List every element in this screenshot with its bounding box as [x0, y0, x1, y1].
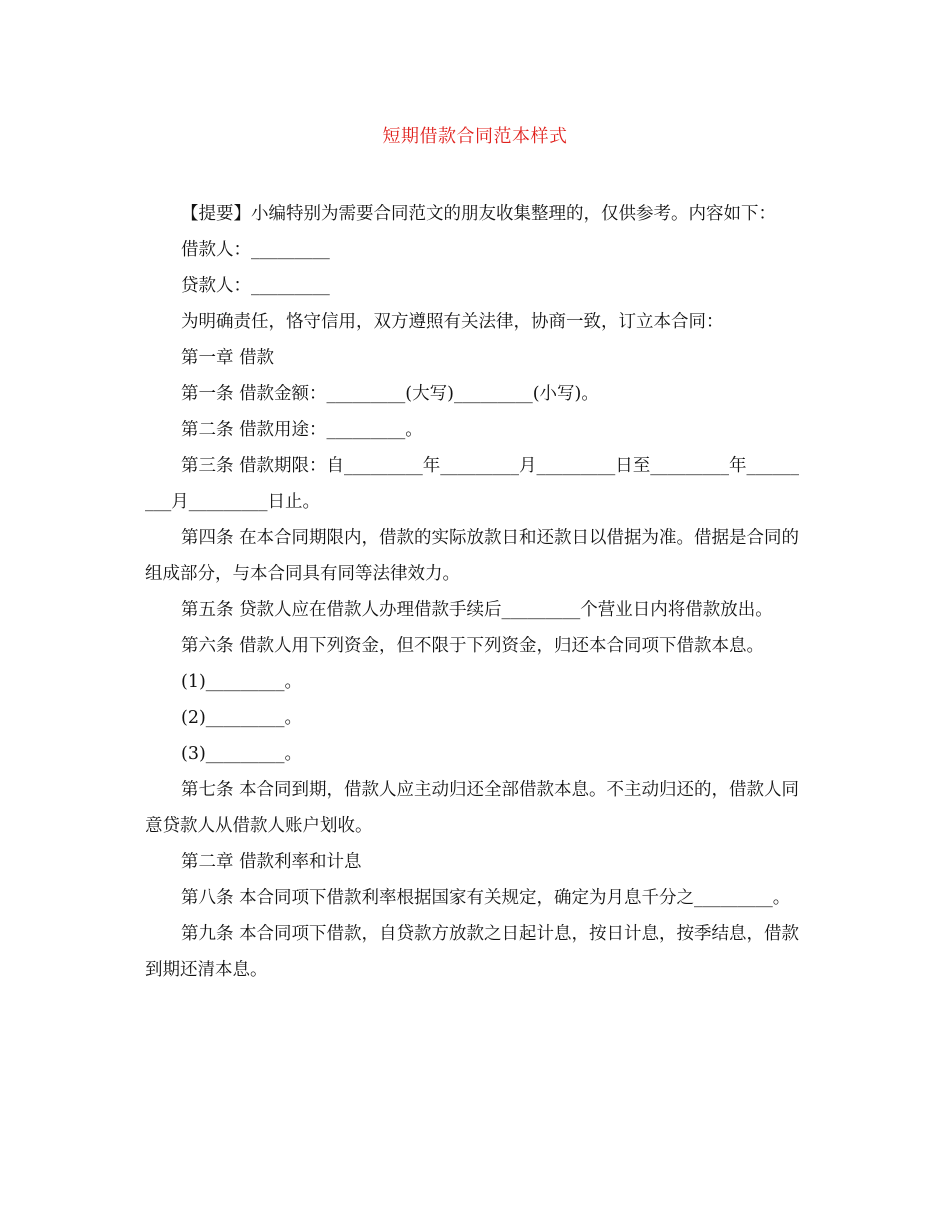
article-4: 第四条 在本合同期限内，借款的实际放款日和还款日以借据为准。借据是合同的组成部分，与本合同具有同等法律效力。 — [145, 528, 800, 584]
chapter-heading-2: 第二章 借款利率和计息 — [181, 852, 362, 872]
preamble-paragraph: 为明确责任，恪守信用，双方遵照有关法律，协商一致，订立本合同： — [181, 312, 724, 332]
lender-line: 贷款人：_________ — [181, 276, 330, 296]
list-item-3: (3)_________。 — [181, 744, 303, 764]
borrower-line: 借款人：_________ — [181, 240, 330, 260]
article-9: 第九条 本合同项下借款，自贷款方放款之日起计息，按日计息，按季结息，借款到期还清本息。 — [145, 924, 800, 980]
article-3: 第三条 借款期限：自_________年_________月_________日至_________年_________月_________日止。 — [145, 456, 800, 512]
article-6: 第六条 借款人用下列资金，但不限于下列资金，归还本合同项下借款本息。 — [181, 636, 765, 656]
article-7: 第七条 本合同到期，借款人应主动归还全部借款本息。不主动归还的，借款人同意贷款人从借款人账户划收。 — [145, 780, 800, 836]
article-2: 第二条 借款用途：_________。 — [181, 420, 423, 440]
list-item-1: (1)_________。 — [181, 672, 303, 692]
list-item-2: (2)_________。 — [181, 708, 303, 728]
article-1: 第一条 借款金额：_________(大写)_________(小写)。 — [181, 384, 599, 404]
summary-paragraph: 【提要】小编特别为需要合同范文的朋友收集整理的，仅供参考。内容如下： — [181, 204, 776, 224]
document-body — [145, 196, 805, 988]
chapter-heading-1: 第一章 借款 — [181, 348, 275, 368]
article-5: 第五条 贷款人应在借款人办理借款手续后_________个营业日内将借款放出。 — [181, 600, 773, 620]
document-title: 短期借款合同范本样式 — [382, 126, 568, 147]
article-8: 第八条 本合同项下借款利率根据国家有关规定，确定为月息千分之_________。 — [181, 888, 791, 908]
